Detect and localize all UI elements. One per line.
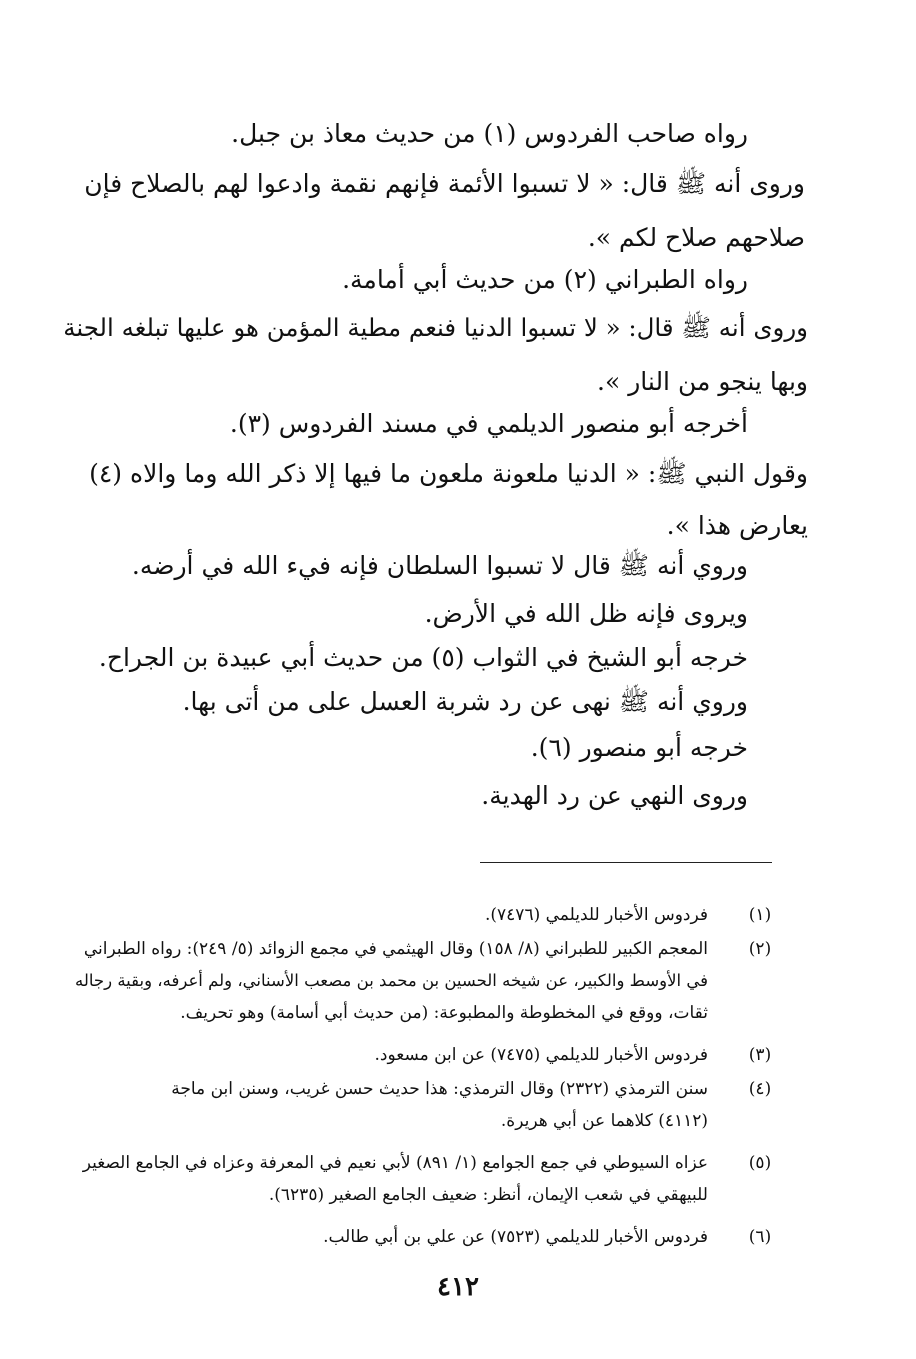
text-line: وبها ينجو من النار ».	[597, 367, 808, 396]
footnote-number: (١)	[748, 905, 772, 925]
footnote-line: في الأوسط والكبير، عن شيخه الحسين بن محمد بن مصعب الأسناني، ولم أعرفه، وبقية رجاله	[75, 971, 708, 990]
text-line: يعارض هذا ».	[666, 511, 808, 540]
text-line: وروى النهي عن رد الهدية.	[481, 781, 748, 810]
text-line: خرجه أبو الشيخ في الثواب (٥) من حديث أبي عبيدة بن الجراح.	[98, 643, 748, 672]
text-line: ويروى فإنه ظل الله في الأرض.	[424, 599, 748, 628]
text-line: رواه الطبراني (٢) من حديث أبي أمامة.	[342, 265, 748, 294]
footnote-separator	[480, 862, 772, 863]
footnote-number: (٦)	[748, 1227, 772, 1247]
text-line: خرجه أبو منصور (٦).	[530, 733, 748, 762]
footnote-line: ثقات، ووقع في المخطوطة والمطبوعة: (من حديث أبي أسامة) وهو تحريف.	[180, 1003, 708, 1023]
text-line: وقول النبي ﷺ: « الدنيا ملعونة ملعون ما فيها إلا ذكر الله وما والاه (٤)	[89, 459, 808, 488]
text-line: وروى أنه ﷺ قال: « لا تسبوا الأئمة فإنهم نقمة وادعوا لهم بالصلاح فإن	[84, 169, 805, 198]
footnote-number: (٥)	[748, 1153, 772, 1173]
footnote-line: للبيهقي في شعب الإيمان، أنظر: ضعيف الجامع الصغير (٦٢٣٥).	[268, 1185, 708, 1205]
text-line: صلاحهم صلاح لكم ».	[587, 223, 805, 252]
text-line: رواه صاحب الفردوس (١) من حديث معاذ بن جبل.	[231, 119, 748, 148]
text-line: أخرجه أبو منصور الديلمي في مسند الفردوس (٣).	[229, 409, 748, 438]
footnote-number: (٤)	[748, 1079, 772, 1099]
footnote-line: عزاه السيوطي في جمع الجوامع (١/ ٨٩١) لأبي نعيم في المعرفة وعزاه في الجامع الصغير	[82, 1153, 708, 1173]
footnote-line: فردوس الأخبار للديلمي (٧٤٧٥) عن ابن مسعود.	[374, 1045, 708, 1065]
footnote-number: (٢)	[748, 939, 772, 959]
footnote-number: (٣)	[748, 1045, 772, 1065]
footnote-line: فردوس الأخبار للديلمي (٧٥٢٣) عن علي بن أبي طالب.	[323, 1227, 708, 1247]
text-line: وروى أنه ﷺ قال: « لا تسبوا الدنيا فنعم مطية المؤمن هو عليها تبلغه الجنة	[63, 313, 808, 342]
footnote-line: (٤١١٢) كلاهما عن أبي هريرة.	[500, 1111, 708, 1131]
footnote-line: المعجم الكبير للطبراني (٨/ ١٥٨) وقال الهيثمي في مجمع الزوائد (٥/ ٢٤٩): رواه الطبراني	[83, 939, 708, 959]
footnote-line: سنن الترمذي (٢٣٢٢) وقال الترمذي: هذا حديث حسن غريب، وسنن ابن ماجة	[171, 1079, 708, 1099]
page-number: ٤١٢	[437, 1272, 479, 1302]
text-line: وروي أنه ﷺ نهى عن رد شربة العسل على من أتى بها.	[182, 687, 748, 716]
text-line: وروي أنه ﷺ قال لا تسبوا السلطان فإنه فيء الله في أرضه.	[131, 551, 748, 580]
footnote-line: فردوس الأخبار للديلمي (٧٤٧٦).	[485, 905, 708, 925]
